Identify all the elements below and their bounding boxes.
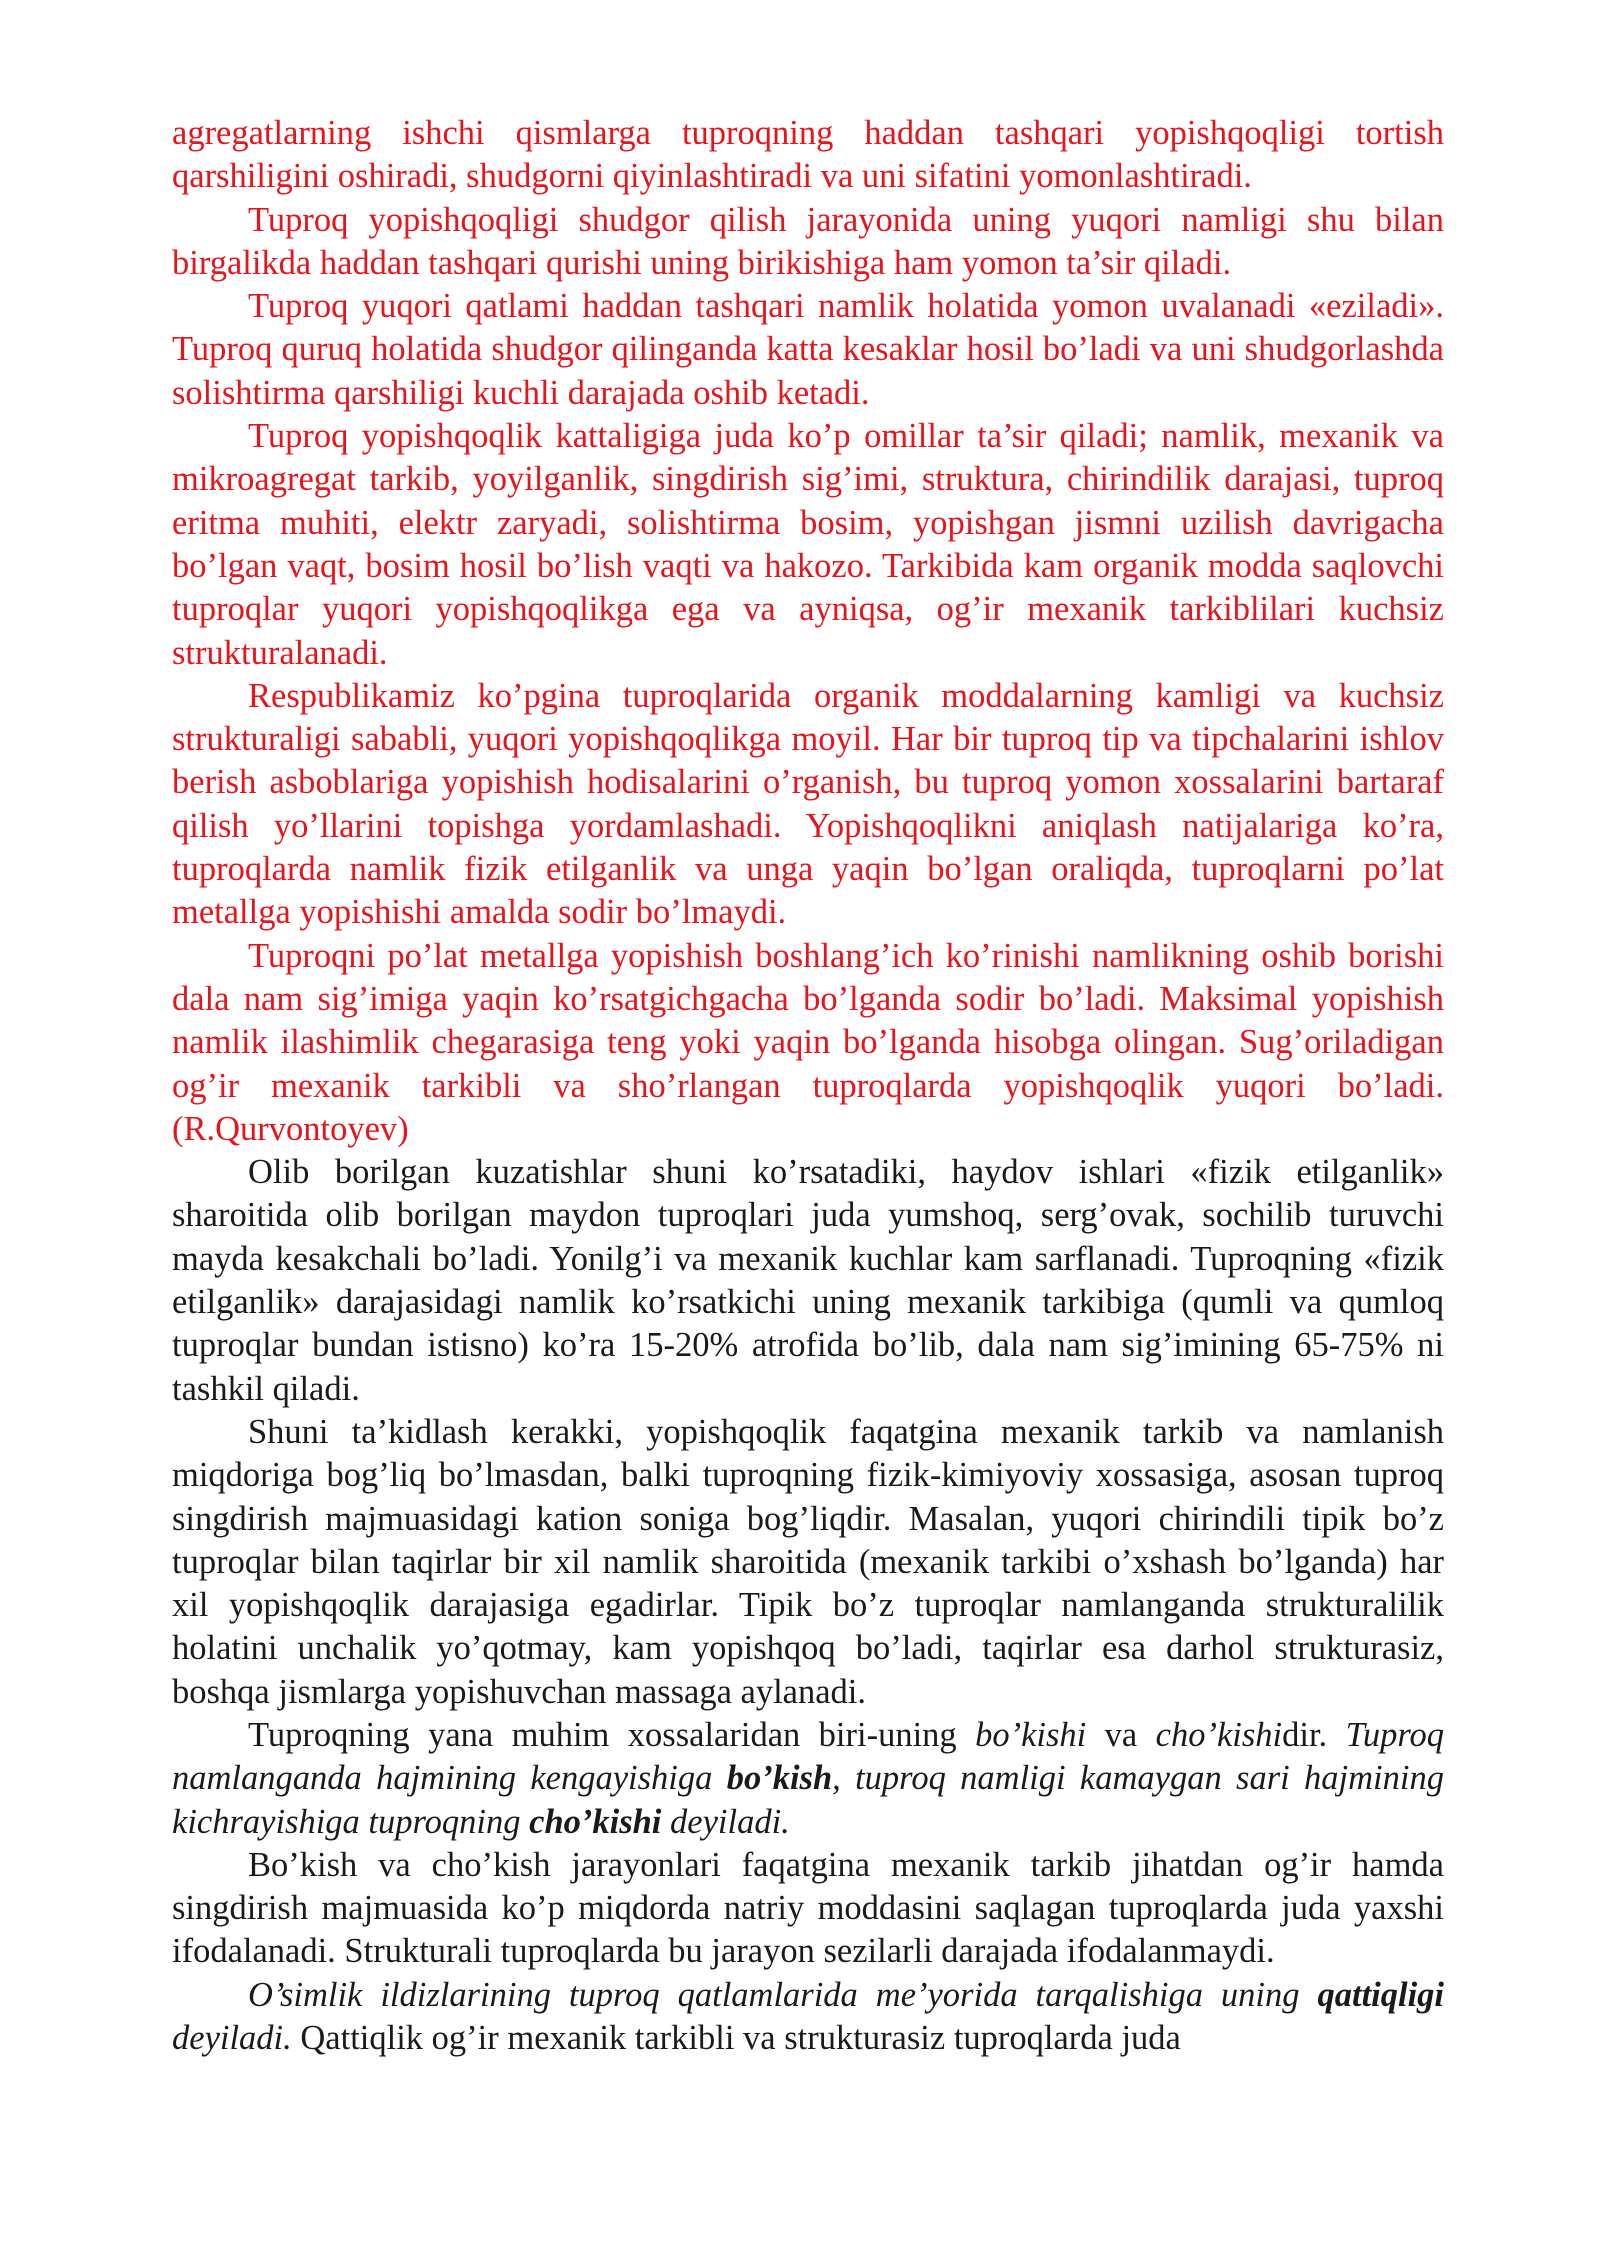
definition-text-a: Tuproq namlanganda hajmining kengayishiga: [172, 1715, 1445, 1798]
definition-text-d: O’simlik ildizlarining tuproq qatlamlarida me’yorida tarqalishiga uning: [248, 1975, 1318, 2014]
paragraph-9-text-e: dir.: [1282, 1715, 1346, 1754]
paragraph-1: agregatlarning ishchi qismlarga tuproqning haddan tashqari yopishqoqligi tortish qarshiligini oshiradi, shudgorni qiyinlashtiradi va uni sifatini yomonlashtiradi.: [172, 114, 1444, 196]
paragraph-4: Tuproq yopishqoqlik kattaligiga juda ko’p omillar ta’sir qiladi; namlik, mexanik va mikroagregat tarkib, yoyilganlik, singdirish sig’imi, struktura, chirindilik darajasi, tuproq eritma muhiti, elektr zaryadi, solishtirma bosim, yopishgan jismni uzilish davrigacha bo’lgan vaqt, bosim hosil bo’lish vaqti va hakozo. Tarkibida kam organik modda saqlovchi tuproqlar yuqori yopishqoqlikga ega va ayniqsa, og’ir mexanik tarkiblilari kuchsiz strukturalanadi.: [172, 417, 1444, 672]
term-bokishi: bo’kishi: [975, 1715, 1087, 1754]
paragraph-8: Shuni ta’kidlash kerakki, yopishqoqlik faqatgina mexanik tarkib va namlanish miqdoriga bog’liq bo’lmasdan, balki tuproqning fizik-kimiyoviy xossasiga, asosan tuproq singdirish majmuasidagi kation soniga bog’liqdir. Masalan, yuqori chirindili tipik bo’z tuproqlar bilan taqirlar bir xil namlik sharoitida (mexanik tarkibi o’xshash bo’lganda) har xil yopishqoqlik darajasiga egadirlar. Tipik bo’z tuproqlar namlanganda strukturalilik holatini unchalik yo’qotmay, kam yopishqoq bo’ladi, taqirlar esa darhol strukturasiz, boshqa jismlarga yopishuvchan massaga aylanadi.: [172, 1412, 1444, 1711]
definition-text-b: , tuproq namligi kamaygan sari hajmining kichrayishiga tuproqning: [172, 1759, 1444, 1841]
term-qattiqligi-bold: qattiqligi: [1317, 1975, 1444, 2014]
paragraph-6: Tuproqni po’lat metallga yopishish boshlang’ich ko’rinishi namlikning oshib borishi dala nam sig’imiga yaqin ko’rsatgichgacha bo’lganda sodir bo’ladi. Maksimal yopishish namlik ilashimlik chegarasiga teng yoki yaqin bo’lganda hisobga olingan. Sug’oriladigan og’ir mexanik tarkibli va sho’rlangan tuproqlarda yopishqoqlik yuqori bo’ladi.(R.Qurvontoyev): [172, 936, 1444, 1148]
term-chokishi: cho’kishi: [1155, 1715, 1283, 1754]
paragraph-7: Olib borilgan kuzatishlar shuni ko’rsatadiki, haydov ishlari «fizik etilganlik» sharoitida olib borilgan maydon tuproqlari juda yumshoq, serg’ovak, sochilib turuvchi mayda kesakchali bo’ladi. Yonilg’i va mexanik kuchlar kam sarflanadi. Tuproqning «fizik etilganlik» darajasidagi namlik ko’rsatkichi uning mexanik tarkibiga (qumli va qumloq tuproqlar bundan istisno) ko’ra 15-20% atrofida bo’lib, dala nam sig’imining 65-75% ni tashkil qiladi.: [172, 1153, 1444, 1408]
paragraph-10: Bo’kish va cho’kish jarayonlari faqatgina mexanik tarkib jihatdan og’ir hamda singdirish majmuasida ko’p miqdorda natriy moddasini saqlagan tuproqlarda juda yaxshi ifodalanadi. Strukturali tuproqlarda bu jarayon sezilarli darajada ifodalanmaydi.: [172, 1845, 1444, 1971]
paragraph-11: [172, 1974, 1444, 2061]
definition-text-c: deyiladi.: [661, 1802, 790, 1841]
paragraph-9: [172, 1714, 1444, 1844]
definition-text-e: deyiladi.: [172, 2019, 292, 2058]
paragraph-9-text-c: va: [1086, 1715, 1156, 1754]
paragraph-9-text-a: Tuproqning yana muhim xossalaridan biri-uning: [248, 1715, 976, 1754]
paragraph-11-text-d: Qattiqlik og’ir mexanik tarkibli va strukturasiz tuproqlarda juda: [291, 2019, 1181, 2058]
paragraph-3: Tuproq yuqori qatlami haddan tashqari namlik holatida yomon uvalanadi «eziladi». Tuproq quruq holatida shudgor qilinganda katta kesaklar hosil bo’ladi va uni shudgorlashda solishtirma qarshiligi kuchli darajada oshib ketadi.: [172, 287, 1444, 412]
paragraph-5: Respublikamiz ko’pgina tuproqlarida organik moddalarning kamligi va kuchsiz strukturaligi sababli, yuqori yopishqoqlikga moyil. Har bir tuproq tip va tipchalarini ishlov berish asboblariga yopishish hodisalarini o’rganish, bu tuproq yomon xossalarini bartaraf qilish yo’llarini topishga yordamlashadi. Yopishqoqlikni aniqlash natijalariga ko’ra, tuproqlarda namlik fizik etilganlik va unga yaqin bo’lgan oraliqda, tuproqlarni po’lat metallga yopishishi amalda sodir bo’lmaydi.: [172, 676, 1444, 932]
term-bokish-bold: bo’kish: [726, 1759, 833, 1798]
document-page: [172, 112, 1444, 2060]
term-chokishi-bold: cho’kishi: [529, 1802, 662, 1841]
paragraph-2: Tuproq yopishqoqligi shudgor qilish jarayonida uning yuqori namligi shu bilan birgalikda haddan tashqari qurishi uning birikishiga ham yomon ta’sir qiladi.: [172, 200, 1444, 282]
